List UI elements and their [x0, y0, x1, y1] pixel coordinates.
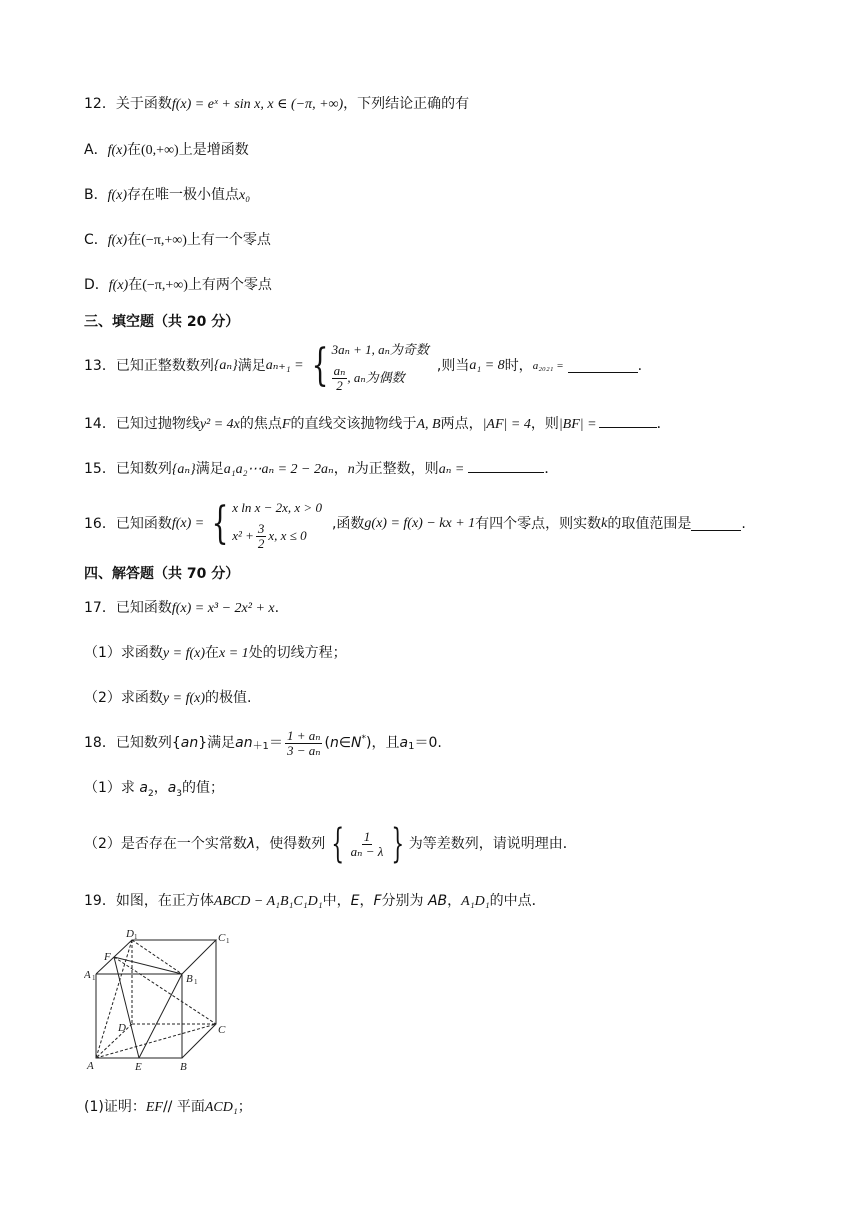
text: .	[637, 358, 643, 374]
case-2-pre: x² +	[232, 528, 254, 543]
fraction	[332, 364, 348, 393]
text: ＝	[268, 735, 283, 751]
math: AB	[427, 893, 448, 909]
text: .	[741, 516, 746, 532]
piecewise	[306, 340, 429, 393]
text: 分别为	[381, 893, 428, 909]
math: F	[281, 417, 291, 432]
case-2	[232, 522, 322, 551]
text: 的极值.	[205, 690, 252, 706]
option-label: B．	[84, 187, 108, 203]
math: F	[373, 893, 382, 909]
text: 14．已知过抛物线	[84, 416, 200, 432]
q19-part-1	[84, 1097, 252, 1118]
label-d1: D	[126, 928, 134, 940]
q13	[84, 340, 642, 392]
label-sub: 1	[194, 978, 198, 986]
math: (−π,+∞)	[142, 278, 188, 293]
label-c1: C	[218, 932, 226, 944]
math: a₂₀₂₁ =	[532, 360, 564, 372]
denominator: 2	[257, 535, 265, 551]
text: ．	[544, 461, 559, 477]
label-b: B	[180, 1061, 187, 1073]
text: 13．已知正整数数列	[84, 358, 214, 374]
cases	[232, 498, 322, 551]
section-heading-fill-blank: 三、填空题（共 20 分）	[84, 314, 240, 330]
q12-stem	[84, 94, 469, 115]
text: 满足	[237, 358, 266, 374]
q14	[84, 414, 671, 435]
subscript: 2	[147, 788, 154, 799]
text: (	[324, 735, 330, 751]
text: (1)证明：	[84, 1099, 146, 1115]
q12-option-a	[84, 140, 249, 161]
numerator: 3	[257, 520, 265, 536]
text: ＝0.	[414, 735, 442, 751]
text: （1）求	[84, 780, 140, 796]
text: 中，	[322, 893, 351, 909]
math: f(x) = x³ − 2x² + x	[171, 601, 275, 616]
math: f(x)	[108, 278, 129, 293]
math: an	[180, 735, 199, 751]
case-2-tail: x, x ≤ 0	[268, 528, 307, 543]
text: 有四个零点，则实数	[475, 516, 602, 532]
text: 为正整数，则	[354, 461, 439, 477]
text: （2）求函数	[84, 690, 163, 706]
math: N	[351, 735, 362, 751]
text: 18．已知数列{	[84, 735, 181, 751]
text: 时，	[504, 358, 533, 374]
segment-eb1	[139, 974, 182, 1058]
fraction	[285, 729, 323, 758]
case-2-tail: , aₙ为偶数	[347, 370, 405, 385]
section-heading-solutions: 四、解答题（共 70 分）	[84, 566, 240, 582]
math: g(x) = f(x) − kx + 1	[364, 516, 476, 531]
text: ，	[447, 893, 462, 909]
math: f(x)	[107, 233, 128, 248]
answer-blank[interactable]	[599, 415, 657, 428]
segment-ef	[114, 957, 139, 1058]
cube-figure	[84, 928, 244, 1078]
math: k	[601, 516, 608, 531]
text: 19．如图，在正方体	[84, 893, 214, 909]
math: a₁a₂⋯aₙ = 2 − 2aₙ	[223, 462, 334, 477]
text: ，	[333, 461, 348, 477]
text: 上是增函数	[178, 142, 249, 158]
math: a	[167, 780, 177, 796]
text: （2）是否存在一个实常数	[84, 836, 247, 852]
superscript: *	[361, 734, 367, 744]
fraction	[349, 830, 386, 859]
text: ，	[359, 893, 374, 909]
text: （1）求函数	[84, 645, 163, 661]
math: aₙ =	[438, 462, 465, 477]
text: .	[274, 600, 280, 616]
q12-option-c	[84, 230, 271, 251]
label-f: F	[104, 951, 111, 963]
text: ，则	[530, 416, 559, 432]
subscript: 3	[176, 788, 183, 799]
subscript: ＋1	[252, 741, 269, 752]
brace: {	[211, 498, 229, 549]
cases	[332, 340, 429, 393]
answer-blank[interactable]	[568, 360, 638, 373]
label-d: D	[118, 1022, 126, 1034]
label-sub: 1	[134, 933, 138, 941]
vertex-labels	[84, 928, 230, 1073]
q12-tail: ，下列结论正确的有	[343, 96, 470, 112]
q12-func: f(x) = eˣ + sin x, x ∈ (−π, +∞)	[171, 97, 344, 112]
text: 上有两个零点	[187, 277, 272, 293]
math: λ	[246, 836, 256, 852]
right-brace: }	[391, 821, 405, 867]
text: 的焦点	[239, 416, 282, 432]
left-brace: {	[331, 821, 345, 867]
math: a₁ = 8	[469, 358, 505, 373]
text: ,函数	[331, 516, 365, 532]
math: x₀	[239, 188, 251, 203]
numerator: 1 + aₙ	[286, 727, 321, 743]
math: a	[139, 780, 148, 796]
subscript: 1	[408, 741, 415, 752]
q18-part-1	[84, 778, 224, 804]
text: 的直线交该抛物线于	[290, 416, 417, 432]
q17-part-2	[84, 688, 251, 709]
option-label: D．	[84, 277, 109, 293]
math: y² = 4x	[199, 417, 240, 432]
math: y = f(x)	[162, 646, 206, 661]
answer-blank[interactable]	[691, 518, 741, 531]
math: f(x) =	[171, 516, 205, 531]
label-sub: 1	[92, 974, 96, 982]
q19	[84, 891, 546, 912]
case-1: 3aₙ + 1, aₙ为奇数	[331, 341, 429, 357]
math: aₙ₊₁ =	[265, 358, 304, 373]
math: E	[350, 893, 360, 909]
q17	[84, 598, 279, 619]
text: 两点，	[440, 416, 483, 432]
q18	[84, 722, 442, 764]
math: {aₙ}	[171, 462, 196, 477]
label-sub: 1	[226, 937, 230, 945]
math: y = f(x)	[162, 691, 206, 706]
text: 的中点．	[489, 893, 546, 909]
text: ，	[153, 780, 168, 796]
numerator: 1	[363, 828, 371, 844]
text: ；	[237, 1099, 252, 1115]
q16	[84, 494, 746, 554]
math: an	[235, 735, 253, 751]
label-b1: B	[186, 973, 193, 985]
label-c: C	[218, 1024, 226, 1036]
text: ∈	[338, 735, 352, 751]
q12-option-d	[84, 275, 272, 296]
text: 满足	[195, 461, 224, 477]
case-2	[332, 364, 429, 393]
math: {aₙ}	[213, 358, 238, 373]
q18-part-2	[84, 820, 577, 868]
denominator: aₙ − λ	[350, 843, 384, 859]
text: 在	[205, 645, 220, 661]
text: }满足	[198, 735, 236, 751]
text: ,则当	[436, 358, 470, 374]
text: 15．已知数列	[84, 461, 172, 477]
text: 在	[128, 277, 143, 293]
answer-blank[interactable]	[468, 460, 544, 473]
case-1: x ln x − 2x, x > 0	[232, 499, 322, 515]
label-a1: A	[84, 969, 91, 981]
q12-option-b	[84, 185, 250, 206]
label-a: A	[87, 1060, 94, 1072]
text: 处的切线方程；	[248, 645, 347, 661]
math: EF	[145, 1100, 163, 1115]
label-e: E	[135, 1061, 142, 1073]
text: 上有一个零点	[186, 232, 271, 248]
math: |AF| = 4	[482, 417, 531, 432]
q17-part-1	[84, 643, 347, 664]
math: a	[399, 735, 409, 751]
fraction	[256, 522, 267, 551]
math: f(x)	[107, 188, 128, 203]
math: A, B	[416, 417, 441, 432]
math: n	[347, 462, 355, 477]
option-label: A．	[84, 142, 108, 158]
text: ，使得数列	[255, 836, 326, 852]
brace: {	[311, 340, 328, 391]
q15	[84, 459, 558, 480]
numerator: aₙ	[333, 362, 346, 378]
math: (−π,+∞)	[141, 233, 187, 248]
text: 存在唯一极小值点	[127, 187, 240, 203]
math: |BF| =	[558, 417, 597, 432]
text: 在	[127, 142, 142, 158]
text: ．	[656, 416, 671, 432]
denominator: 3 − aₙ	[286, 742, 321, 758]
math: ABCD − A₁B₁C₁D₁	[213, 894, 323, 909]
text: 的值；	[182, 780, 225, 796]
text: 的取值范围是	[607, 516, 692, 532]
math: A₁D₁	[461, 894, 490, 909]
text: 17．已知函数	[84, 600, 172, 616]
math: n	[329, 735, 339, 751]
option-label: C．	[84, 232, 108, 248]
math: (0,+∞)	[141, 143, 179, 158]
math: ACD₁	[204, 1100, 238, 1115]
math: f(x)	[107, 143, 128, 158]
math: x = 1	[219, 646, 249, 661]
text: 在	[127, 232, 142, 248]
text: 为等差数列，请说明理由．	[408, 836, 577, 852]
text: )，且	[366, 735, 400, 751]
denominator: 2	[336, 377, 343, 393]
q12-text: 12．关于函数	[84, 96, 172, 112]
piecewise	[206, 498, 322, 551]
text: // 平面	[162, 1099, 205, 1115]
text: 16．已知函数	[84, 516, 172, 532]
